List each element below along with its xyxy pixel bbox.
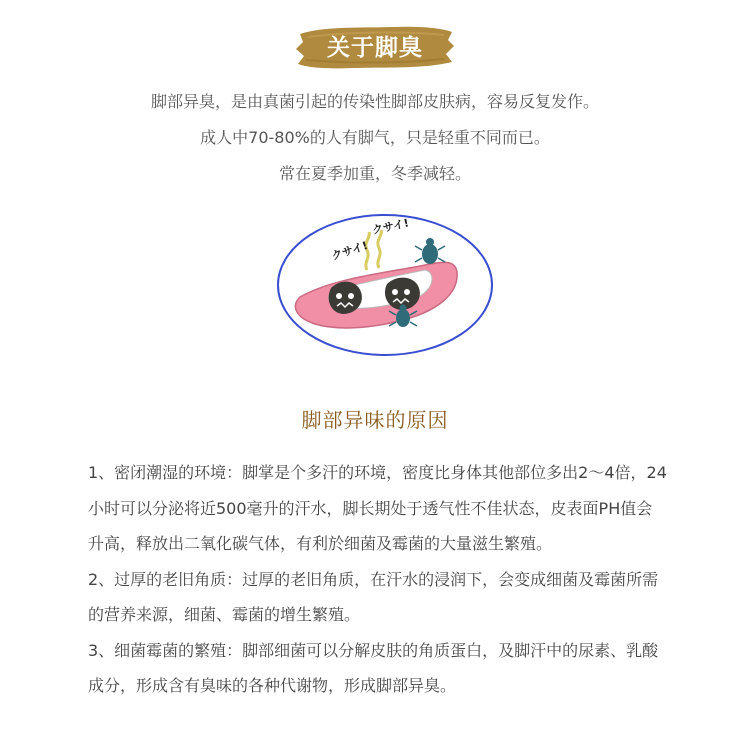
section-title: 脚部异味的原因: [301, 408, 449, 432]
intro-line-1: 脚部异臭，是由真菌引起的传染性脚部皮肤病，容易反复发作。: [150, 92, 599, 111]
intro-line-3: 常在夏季加重，冬季减轻。: [278, 164, 471, 183]
bug-top: [415, 238, 445, 264]
causes-list: [88, 455, 668, 704]
intro-text: [0, 88, 750, 196]
caption-right: クサイ!: [370, 216, 411, 237]
caption-left: クサイ!: [329, 238, 370, 263]
page-title: 关于脚臭: [327, 35, 423, 61]
cause-item-3: 3、细菌霉菌的繁殖：脚部细菌可以分解皮肤的角质蛋白，及脚汗中的尿素、乳酸成分，形成含有臭味的各种代谢物，形成脚部异臭。: [88, 640, 659, 695]
cause-item-1: 1、密闭潮湿的环境：脚掌是个多汗的环境，密度比身体其他部位多出2～4倍，24小时可以分泌将近500毫升的汗水，脚长期处于透气性不佳状态，皮表面PH值会升高，释放出二氧化碳气体，有利於细菌及霉菌的大量滋生繁殖。: [88, 463, 667, 553]
smelly-foot-illustration: [275, 212, 495, 366]
intro-line-2: 成人中70-80%的人有脚气，只是轻重不同而已。: [200, 128, 550, 147]
cause-item-2: 2、过厚的老旧角质：过厚的老旧角质，在汗水的浸润下，会变成细菌及霉菌所需的营养来源，细菌、霉菌的增生繁殖。: [88, 569, 659, 624]
title-banner: [294, 22, 456, 74]
